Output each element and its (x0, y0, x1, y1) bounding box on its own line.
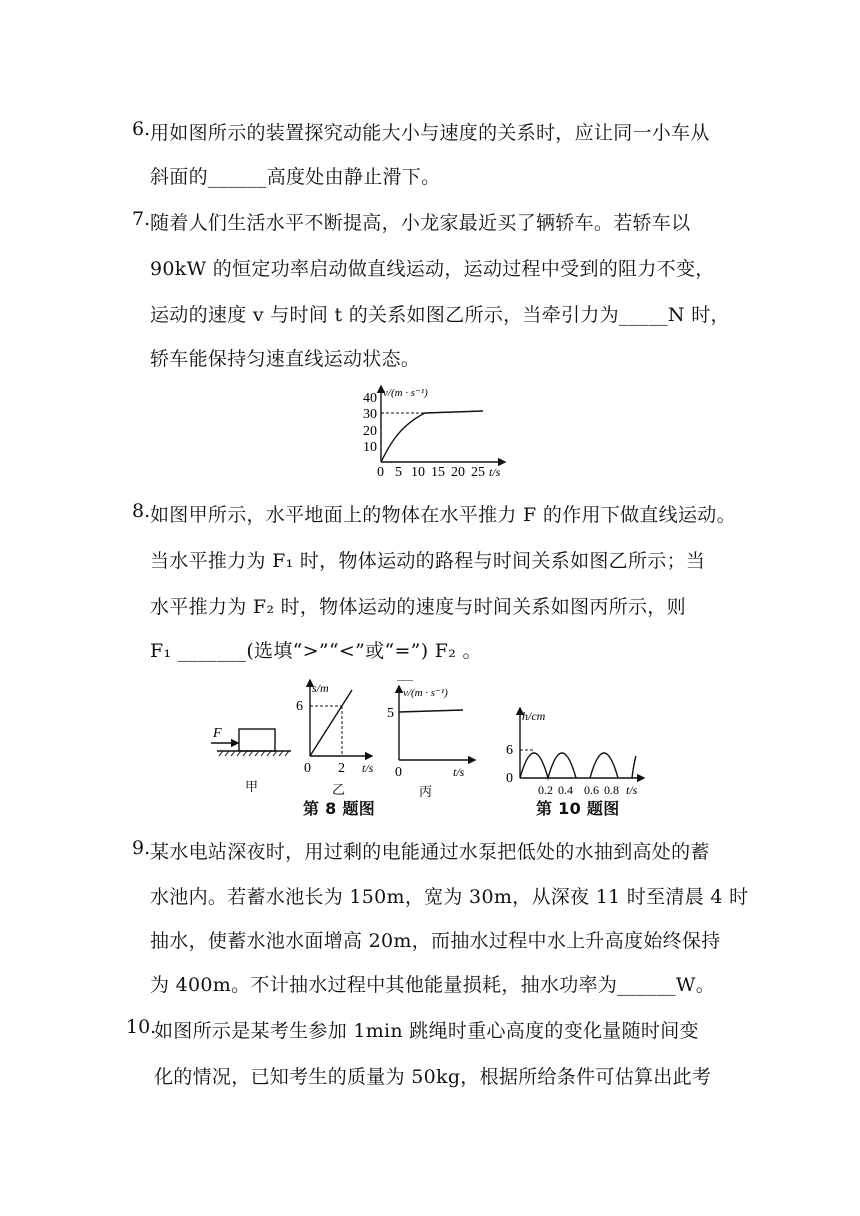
caption-q10: 第 10 题图 (536, 799, 620, 818)
velocity-curve (381, 411, 483, 462)
y-tick-label: 6 (506, 743, 513, 758)
question-text-line: 轿车能保持匀速直线运动状态。 (150, 348, 421, 370)
y-axis-label: h/cm (522, 709, 546, 723)
question-text-line: 90kW 的恒定功率启动做直线运动，运动过程中受到的阻力不变， (150, 258, 715, 280)
caption-jia: 甲 (245, 779, 259, 794)
question-text-line: 用如图所示的装置探究动能大小与速度的关系时，应让同一小车从 (150, 122, 710, 144)
x-axis-label: t/s (489, 465, 501, 479)
y-axis-label: s/m (312, 681, 329, 695)
question-text-line: 为 400m。不计抽水过程中其他能量损耗，抽水功率为______W。 (150, 974, 716, 996)
x-tick-label: 0 (304, 761, 311, 776)
question-text-line: 如图甲所示，水平地面上的物体在水平推力 F 的作用下做直线运动。 (150, 504, 736, 526)
x-tick-label: 25 (471, 465, 485, 480)
caption-q8: 第 8 题图 (303, 799, 376, 818)
question-text-line: 如图所示是某考生参加 1min 跳绳时重心高度的变化量随时间变 (154, 1020, 699, 1042)
velocity-line (399, 710, 463, 712)
y-tick-label: 10 (363, 440, 377, 455)
x-tick-label: 0.2 (538, 783, 553, 797)
x-tick-label: 0 (395, 765, 402, 780)
fig-q10-height-time-graph (500, 700, 650, 800)
question-text-line: F₁ _______(选填“>”“<”或“=”) F₂ 。 (150, 640, 482, 662)
question-text-line: 抽水，使蓄水池水面增高 20m，而抽水过程中水上升高度始终保持 (150, 930, 721, 952)
question-text-line: 化的情况，已知考生的质量为 50kg，根据所给条件可估算出此考 (154, 1066, 712, 1088)
question-number: 6. (132, 118, 151, 140)
x-tick-label: 2 (338, 761, 345, 776)
y-tick-label: 6 (296, 699, 303, 714)
question-text-line: 运动的速度 v 与时间 t 的关系如图乙所示，当牵引力为_____N 时， (150, 304, 730, 326)
y-tick-label: 5 (387, 706, 394, 721)
x-tick-label: 0.4 (558, 783, 573, 797)
y-tick-label: 30 (363, 407, 377, 422)
x-tick-label: 0.6 (584, 783, 599, 797)
question-number: 8. (132, 500, 151, 522)
question-text-line: 当水平推力为 F₁ 时，物体运动的路程与时间关系如图乙所示；当 (150, 550, 706, 572)
fig-yi-distance-time-graph (290, 672, 380, 798)
y-tick-label: 40 (363, 391, 377, 406)
y-axis-label: v/(m · s⁻¹) (383, 387, 428, 399)
y-axis-label: v/(m · s⁻¹) (403, 687, 448, 699)
x-tick-label: 15 (431, 465, 445, 480)
height-curve (520, 753, 636, 778)
question-text-line: 斜面的______高度处由静止滑下。 (150, 166, 441, 188)
x-axis-label: t/s (453, 765, 465, 779)
caption-yi: 乙 (332, 782, 346, 797)
x-tick-label: 20 (451, 465, 465, 480)
caption-bing: 丙 (419, 784, 433, 799)
question-number: 9. (132, 837, 151, 859)
question-text-line: 水池内。若蓄水池长为 150m，宽为 30m，从深夜 11 时至清晨 4 时 (150, 886, 749, 908)
fig-jia-block-diagram (205, 715, 295, 795)
x-axis-label: t/s (626, 783, 638, 797)
question-text-line: 水平推力为 F₂ 时，物体运动的速度与时间关系如图丙所示，则 (150, 596, 686, 618)
block (239, 729, 275, 751)
x-tick-label: 10 (411, 465, 425, 480)
force-label: F (213, 726, 222, 741)
x-axis-label: t/s (362, 761, 374, 775)
fig-bing-velocity-time-graph (383, 680, 483, 800)
x-tick-label: 0.8 (604, 783, 619, 797)
question-number: 10. (126, 1016, 157, 1038)
x-tick-label: 0 (377, 465, 384, 480)
x-tick-label: 5 (395, 465, 402, 480)
origin-label: 0 (506, 771, 513, 786)
question-text-line: 随着人们生活水平不断提高，小龙家最近买了辆轿车。若轿车以 (150, 212, 691, 234)
q7-velocity-time-graph (355, 380, 515, 482)
distance-line (310, 690, 352, 756)
y-tick-label: 20 (363, 424, 377, 439)
question-text-line: 某水电站深夜时，用过剩的电能通过水泵把低处的水抽到高处的蓄 (150, 841, 710, 863)
question-number: 7. (132, 208, 151, 230)
